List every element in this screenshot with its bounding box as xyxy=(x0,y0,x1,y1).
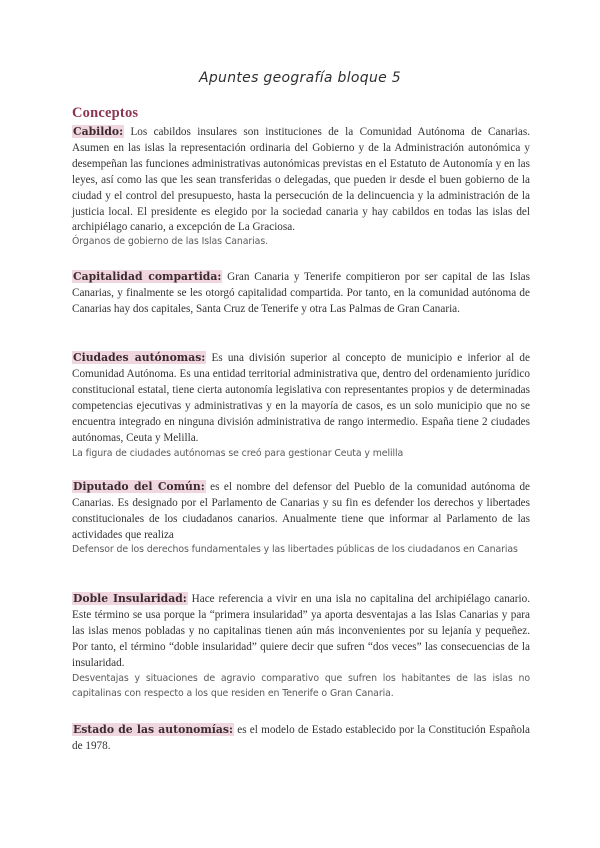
entry-estado-de-las-autonomias xyxy=(72,722,530,755)
term-highlight: Diputado del Común: xyxy=(73,480,205,493)
definition-text: Gran Canaria y Tenerife compitieron por ser capital de las Islas Canarias, y finalmente se les otorgó capitalidad compartida. Por tanto, en la comunidad autónoma de Canarias hay dos capitales, Santa Cruz de Tenerife y otra Las Palmas de Gran Canaria. xyxy=(72,271,530,315)
note-ciudades-autonomas: La figura de ciudades autónomas se creó para gestionar Ceuta y melilla xyxy=(72,448,404,459)
note-cabildo: Órganos de gobierno de las Islas Canarias. xyxy=(72,236,268,247)
term-highlight: Doble Insularidad: xyxy=(73,592,187,605)
term-highlight: Capitalidad compartida: xyxy=(73,270,222,283)
section-heading: Conceptos xyxy=(72,105,139,121)
entry-doble-insularidad xyxy=(72,591,530,672)
entry-cabildo xyxy=(72,124,530,236)
definition-text: Los cabildos insulares son instituciones de la Comunidad Autónoma de Canarias. Asumen en las islas la representación ordinaria del Gobierno y de la Administración autonómica y desempeñan las funciones administrativas autonómicas previstas en el Estatuto de Autonomía y en las leyes, así como las que les sean transferidas o delegadas, que pueden ir desde el buen gobierno de la ciudad y el control del presupuesto, hasta la persecución de la delincuencia y la administración de la justicia local. El presidente es elegido por la sociedad canaria y hay cabildos en todas las islas del archipiélago canario, a excepción de La Graciosa. xyxy=(72,126,530,234)
note-diputado-del-comun: Defensor de los derechos fundamentales y las libertades públicas de los ciudadanos en Canarias xyxy=(72,544,518,555)
term-highlight: Cabildo: xyxy=(73,125,124,138)
page-title: Apuntes geografía bloque 5 xyxy=(198,70,402,86)
term-highlight: Ciudades autónomas: xyxy=(73,351,206,364)
definition-text: es el modelo de Estado establecido por la Constitución Española de 1978. xyxy=(72,724,530,752)
entry-diputado-del-comun xyxy=(72,479,530,544)
definition-text: Hace referencia a vivir en una isla no capitalina del archipiélago canario. Este término se usa porque la “primera insularidad” ya aporta desventajas a las Islas Canarias y para las islas menos pobladas y no capitalinas tienen aún más inconvenientes por su lejanía y pequeñez. Por tanto, el término “doble insularidad” quiere decir que sufren “dos veces” las consecuencias de la insularidad. xyxy=(72,593,530,669)
definition-text: Es una división superior al concepto de municipio e inferior al de Comunidad Autónoma. Es una entidad territorial administrativa que, dentro del ordenamiento jurídico constitucional estatal, tiene cierta autonomía legislativa con representantes propios y de determinadas competencias ejecutivas y administrativas y en la mayoría de casos, es un solo municipio que no se encuentra integrado en ninguna división administrativa de rango intermedio. España tiene 2 ciudades autónomas, Ceuta y Melilla. xyxy=(72,352,530,444)
entry-capitalidad-compartida xyxy=(72,269,530,318)
entry-ciudades-autonomas xyxy=(72,350,530,446)
note-doble-insularidad: Desventajas y situaciones de agravio comparativo que sufren los habitantes de las islas no capitalinas con respecto a los que residen en Tenerife o Gran Canaria. xyxy=(72,673,530,699)
term-highlight: Estado de las autonomías: xyxy=(73,723,233,736)
definition-text: es el nombre del defensor del Pueblo de la comunidad autónoma de Canarias. Es designado por el Parlamento de Canarias y su fin es defender los derechos y libertades constitucionales de los ciudadanos canarios. Anualmente tiene que informar al Parlamento de las actividades que realiza xyxy=(72,481,531,541)
